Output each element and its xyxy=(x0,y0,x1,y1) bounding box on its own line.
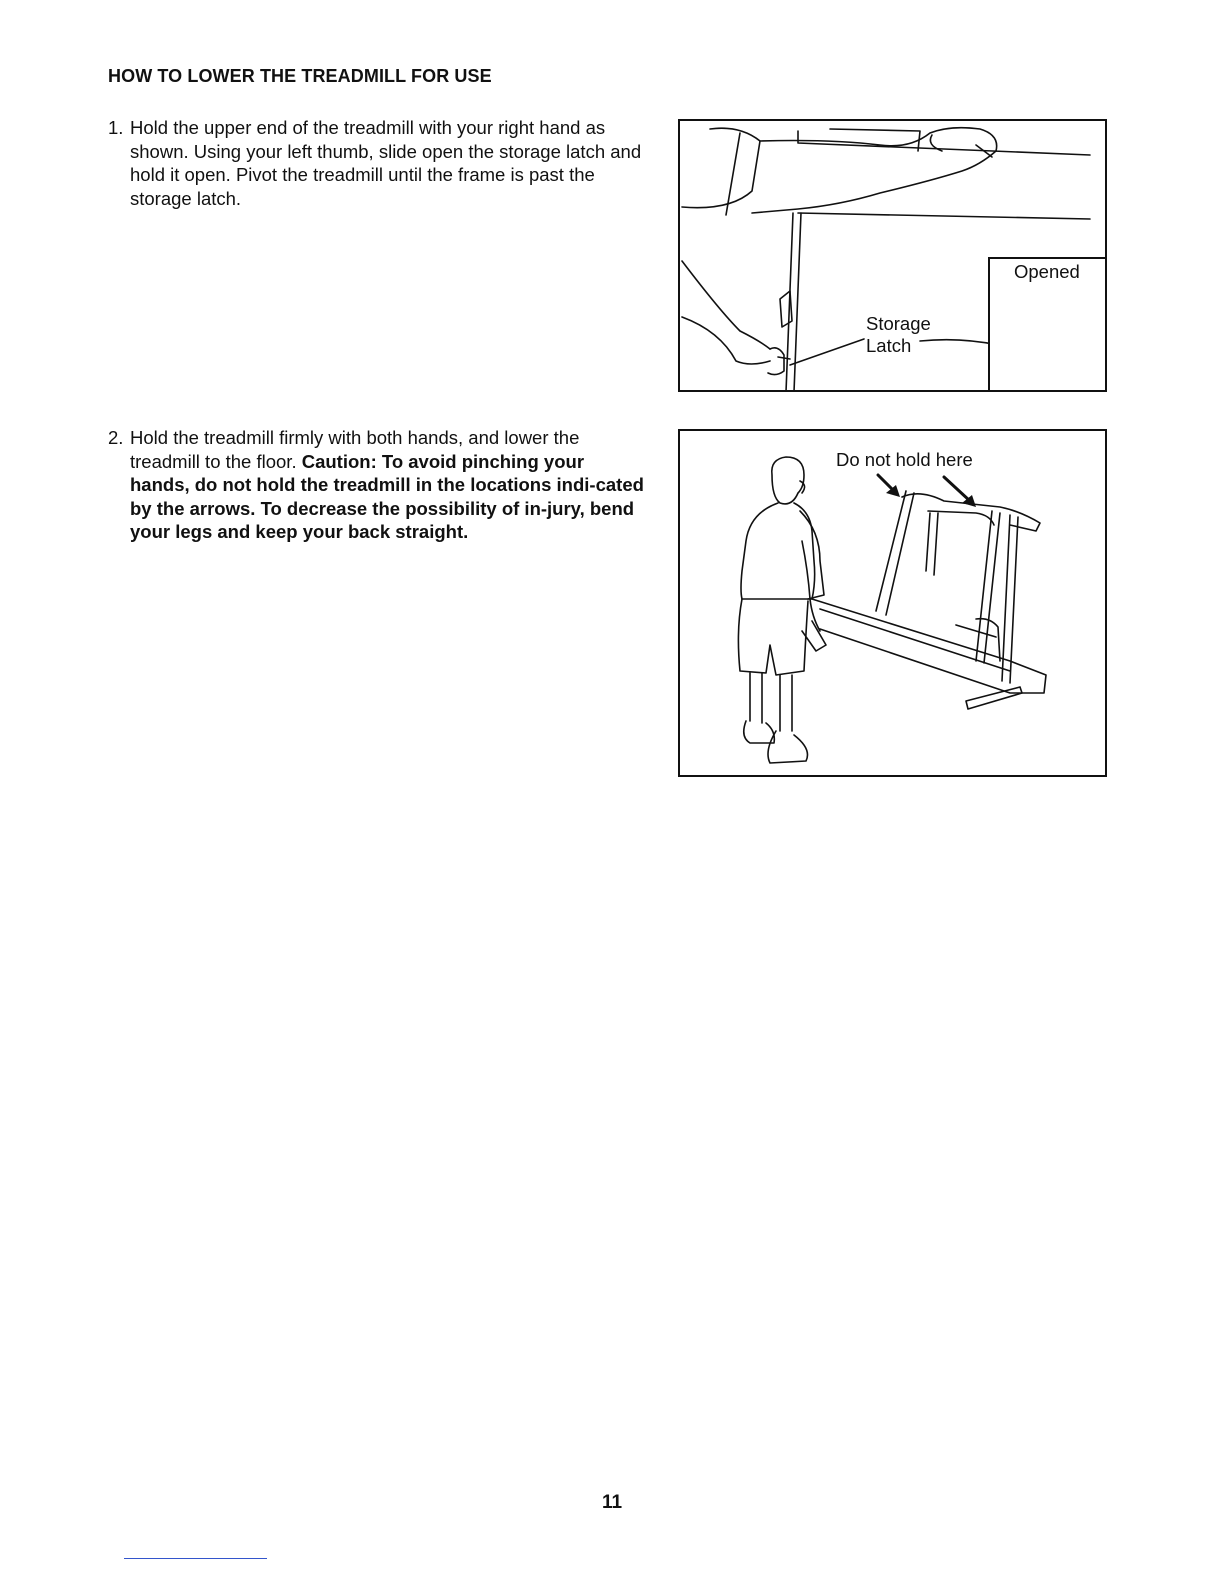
page-number: 11 xyxy=(601,1492,623,1513)
step-text: Hold the treadmill firmly with both hands, and lower the treadmill to the floor. xyxy=(130,427,580,472)
storage-latch-illustration xyxy=(678,119,1107,392)
lowering-treadmill-illustration xyxy=(678,429,1107,777)
lowering-treadmill-drawing xyxy=(680,431,1107,777)
step-number: 2. xyxy=(108,427,124,448)
do-not-hold-label: Do not hold here xyxy=(836,449,973,470)
step-number: 1. xyxy=(108,117,124,138)
footer-rule xyxy=(124,1558,267,1559)
section-heading: HOW TO LOWER THE TREADMILL FOR USE xyxy=(108,66,492,86)
opened-label: Opened xyxy=(1014,261,1080,282)
caution-text: Caution: To avoid pinching your hands, do not hold the treadmill in the locations indi-cated by the arrows. To decrease the possibility of in-jury, bend your legs and keep your back straight. xyxy=(130,450,644,542)
step-text-container xyxy=(130,426,648,544)
step-text: Hold the upper end of the treadmill with your right hand as shown. Using your left thumb, slide open the storage latch and hold it open. Pivot the treadmill until the frame is past the storage latch. xyxy=(130,117,642,209)
instruction-step-1 xyxy=(108,116,648,210)
instruction-step-2 xyxy=(108,426,648,544)
storage-label: Storage xyxy=(866,313,931,334)
latch-label: Latch xyxy=(866,335,912,356)
